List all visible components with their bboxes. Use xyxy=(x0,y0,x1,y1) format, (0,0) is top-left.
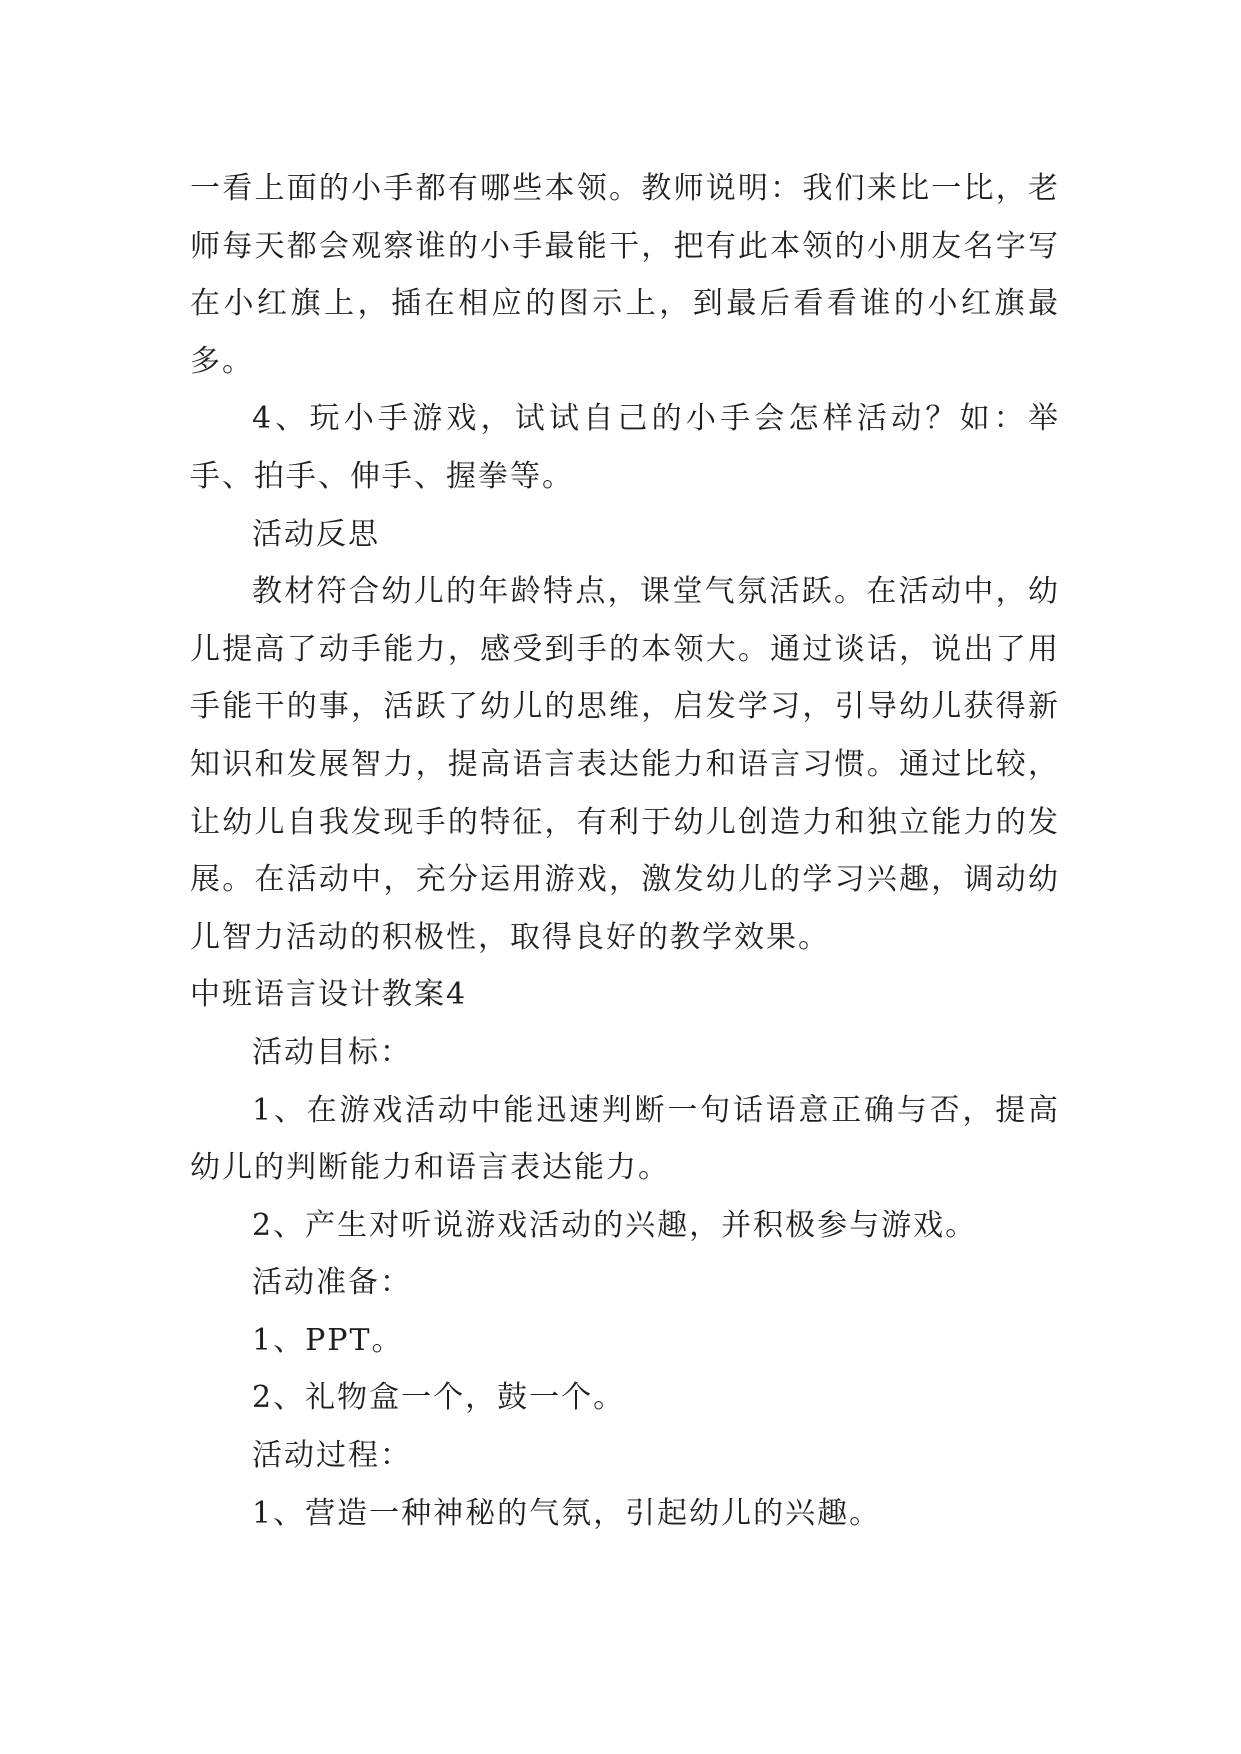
goal-item-2: 2、产生对听说游戏活动的兴趣，并积极参与游戏。 xyxy=(252,1207,978,1243)
paragraph-reflection: 教材符合幼儿的年龄特点，课堂气氛活跃。在活动中，幼儿提高了动手能力，感受到手的本领大。通过谈话，说出了用手能干的事，活跃了幼儿的思维，启发学习，引导幼儿获得新知识和发展智力，提高语言表达能力和语言习惯。通过比较，让幼儿自我发现手的特征，有利于幼儿创造力和独立能力的发展。在活动中，充分运用游戏，激发幼儿的学习兴趣，调动幼儿智力活动的积极性，取得良好的教学效果。 xyxy=(190,574,1060,955)
preparation-item-2: 2、礼物盒一个，鼓一个。 xyxy=(252,1380,626,1416)
goal-item-1: 1、在游戏活动中能迅速判断一句话语意正确与否，提高幼儿的判断能力和语言表达能力。 xyxy=(190,1092,1060,1186)
document-body xyxy=(190,160,1060,1542)
section-heading-process: 活动过程： xyxy=(252,1438,412,1474)
section-heading-preparation: 活动准备： xyxy=(252,1265,412,1301)
section-heading-reflection: 活动反思 xyxy=(252,516,380,552)
preparation-item-1: 1、PPT。 xyxy=(252,1322,404,1358)
process-item-1: 1、营造一种神秘的气氛，引起幼儿的兴趣。 xyxy=(252,1495,882,1531)
document-title: 中班语言设计教案4 xyxy=(190,977,468,1013)
paragraph-step-4: 4、玩小手游戏，试试自己的小手会怎样活动？如：举手、拍手、伸手、握拳等。 xyxy=(190,401,1060,494)
section-heading-goals: 活动目标： xyxy=(252,1034,412,1070)
paragraph-continuation: 一看上面的小手都有哪些本领。教师说明：我们来比一比，老师每天都会观察谁的小手最能干，把有此本领的小朋友名字写在小红旗上，插在相应的图示上，到最后看看谁的小红旗最多。 xyxy=(190,171,1060,379)
